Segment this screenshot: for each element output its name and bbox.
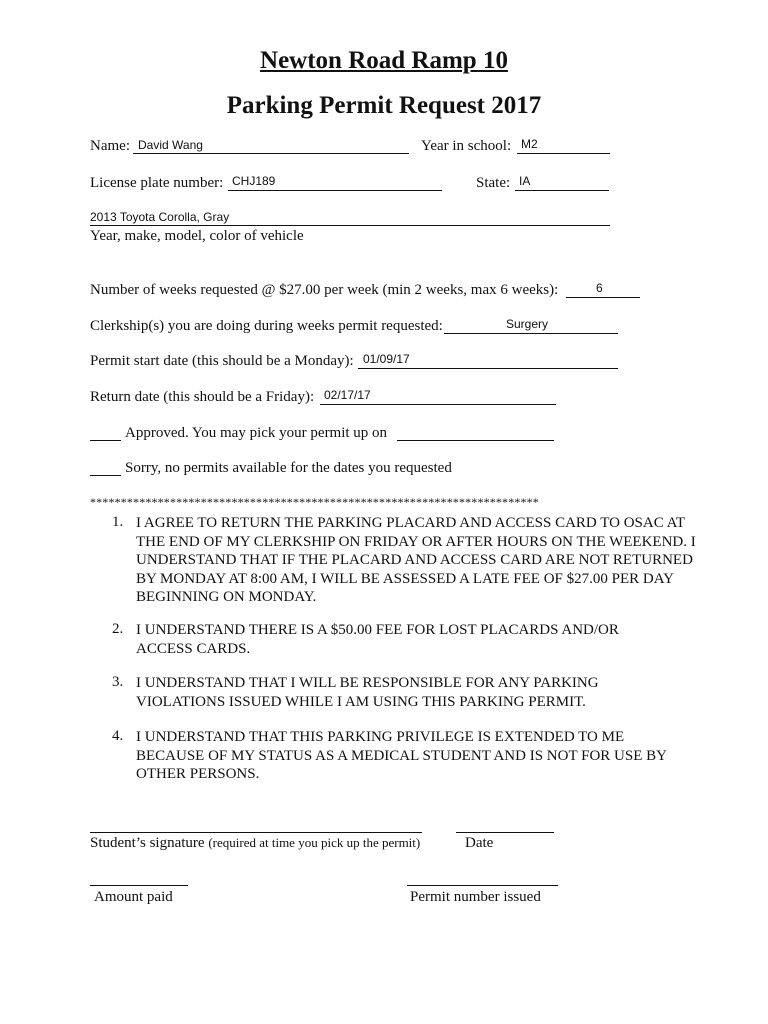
permit-number-line[interactable] <box>407 885 558 886</box>
student-signature-line[interactable] <box>90 832 422 833</box>
vehicle-value[interactable]: 2013 Toyota Corolla, Gray <box>90 210 230 224</box>
term-text-1: I AGREE TO RETURN THE PARKING PLACARD AND ACCESS CARD TO OSAC AT THE END OF MY CLERKSHIP ON FRIDAY OR AFTER HOURS ON THE WEEKEND. I UNDERSTAND THAT IF THE PLACARD AND ACCESS CARD ARE NOT RETURNED BY MONDAY AT 8:00 AM, I WILL BE ASSESSED A LATE FEE OF $27.00 PER DAY BEGINNING ON MONDAY. <box>136 515 696 605</box>
return-label: Return date (this should be a Friday): <box>90 389 315 405</box>
state-value[interactable]: IA <box>519 174 531 188</box>
name-value[interactable]: David Wang <box>138 138 203 152</box>
approved-text: Approved. You may pick your permit up on <box>125 425 388 441</box>
approved-checkbox-blank[interactable] <box>90 440 121 441</box>
term-text-4: I UNDERSTAND THAT THIS PARKING PRIVILEGE IS EXTENDED TO ME BECAUSE OF MY STATUS AS A MEDICAL STUDENT AND IS NOT FOR USE BY OTHER PERSONS. <box>136 729 667 782</box>
vehicle-underline <box>90 225 610 226</box>
amount-paid-label: Amount paid <box>94 889 173 905</box>
permit-number-label: Permit number issued <box>410 889 541 905</box>
separator-asterisks: ************************************************************************* <box>90 495 539 509</box>
student-signature-label: Student’s signature (required at time you pick up the permit) <box>90 835 421 851</box>
clerkship-underline <box>444 333 618 334</box>
pickup-date-blank[interactable] <box>397 440 554 441</box>
year-value[interactable]: M2 <box>521 137 538 151</box>
term-number-1: 1. <box>112 514 124 530</box>
weeks-label: Number of weeks requested @ $27.00 per week (min 2 weeks, max 6 weeks): <box>90 282 559 298</box>
sorry-text: Sorry, no permits available for the dates you requested <box>125 460 452 476</box>
plate-label: License plate number: <box>90 175 224 191</box>
name-underline <box>133 153 409 154</box>
year-underline <box>517 153 610 154</box>
date-label: Date <box>465 835 494 851</box>
clerkship-label: Clerkship(s) you are doing during weeks permit requested: <box>90 318 443 334</box>
student-signature-note: (required at time you pick up the permit) <box>208 835 421 850</box>
weeks-value[interactable]: 6 <box>596 281 603 295</box>
form-title: Newton Road Ramp 10 <box>260 47 508 74</box>
start-underline <box>358 368 618 369</box>
term-number-4: 4. <box>112 728 124 744</box>
form-subtitle: Parking Permit Request 2017 <box>226 92 542 119</box>
return-underline <box>320 404 556 405</box>
date-line[interactable] <box>456 832 554 833</box>
state-underline <box>515 190 609 191</box>
term-text-3: I UNDERSTAND THAT I WILL BE RESPONSIBLE FOR ANY PARKING VIOLATIONS ISSUED WHILE I AM USING THIS PARKING PERMIT. <box>136 675 599 710</box>
amount-paid-line[interactable] <box>90 885 188 886</box>
year-label: Year in school: <box>421 138 512 154</box>
start-label: Permit start date (this should be a Monday): <box>90 353 354 369</box>
term-number-3: 3. <box>112 674 124 690</box>
plate-value[interactable]: CHJ189 <box>232 174 276 188</box>
plate-underline <box>228 190 442 191</box>
clerkship-value[interactable]: Surgery <box>506 317 549 331</box>
weeks-underline <box>566 297 640 298</box>
sorry-checkbox-blank[interactable] <box>90 475 121 476</box>
start-value[interactable]: 01/09/17 <box>363 352 410 366</box>
state-label: State: <box>476 175 511 191</box>
return-value[interactable]: 02/17/17 <box>324 388 371 402</box>
vehicle-label: Year, make, model, color of vehicle <box>90 228 304 244</box>
name-label: Name: <box>90 138 130 154</box>
term-number-2: 2. <box>112 621 124 637</box>
term-text-2: I UNDERSTAND THERE IS A $50.00 FEE FOR LOST PLACARDS AND/OR ACCESS CARDS. <box>136 622 619 657</box>
